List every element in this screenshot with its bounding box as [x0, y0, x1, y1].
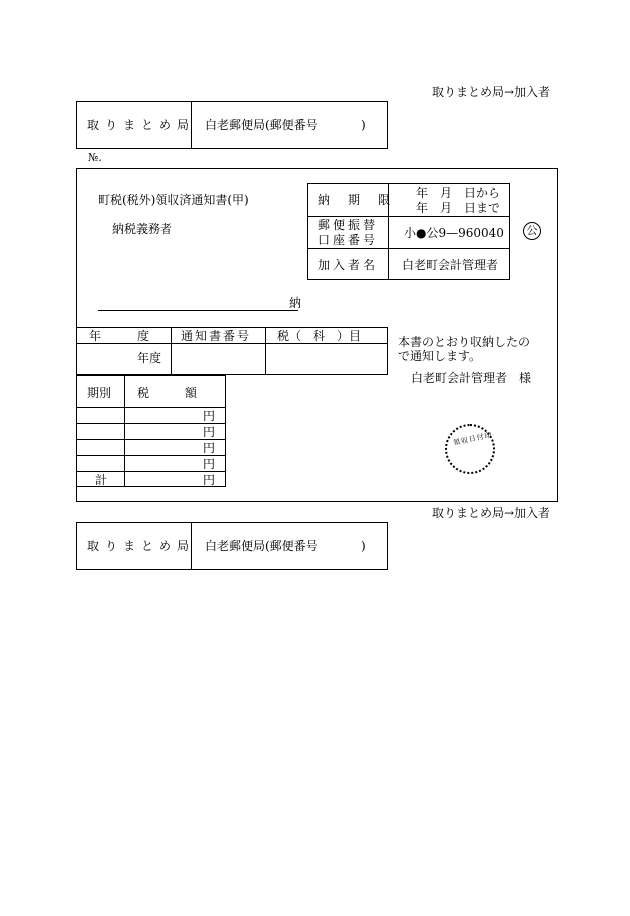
subscriber-value: 白老町会計管理者 — [402, 258, 499, 272]
paid-mark: 納 — [289, 296, 302, 310]
currency-row-4: 円 — [203, 457, 216, 471]
account-value: 小●公9—960040 — [404, 226, 504, 240]
year-table — [76, 327, 388, 375]
subscriber-label: 加入者名 — [318, 258, 379, 272]
office-box-top — [76, 101, 388, 149]
public-circle-icon: 公 — [523, 222, 541, 240]
period-label: 納 期 限 — [318, 193, 394, 207]
notice-line-1: 本書のとおり収納したの — [398, 335, 531, 349]
office-close-paren: ) — [361, 118, 366, 132]
office-box-bottom — [76, 522, 388, 570]
routing-text-bottom: 取りまとめ局→加入者 — [432, 506, 551, 520]
office-value-bottom: 白老郵便局(郵便番号 — [205, 539, 318, 553]
currency-total: 円 — [203, 473, 216, 487]
office-label-bottom: 取りまとめ局 — [87, 539, 196, 553]
account-label-2: 口座番号 — [318, 233, 379, 247]
notice-number-header: 通知書番号 — [181, 329, 252, 343]
payer-underline — [98, 310, 298, 311]
stamp-label: 領収日付印 — [452, 430, 494, 448]
routing-text-top: 取りまとめ局→加入者 — [432, 85, 551, 99]
total-label: 計 — [95, 473, 108, 487]
amount-header: 税 額 — [137, 386, 198, 400]
currency-row-3: 円 — [203, 441, 216, 455]
tax-table — [76, 375, 226, 487]
office-label: 取りまとめ局 — [87, 118, 196, 132]
period-from: 年 月 日から — [416, 186, 501, 200]
info-table — [307, 183, 510, 280]
notice-recipient: 白老町会計管理者 様 — [411, 371, 532, 385]
office-value: 白老郵便局(郵便番号 — [205, 118, 318, 132]
year-suffix: 年度 — [137, 351, 162, 365]
notice-line-2: で通知します。 — [398, 349, 482, 363]
receipt-stamp-icon — [445, 424, 495, 474]
tax-item-header: 税（ 科 ）目 — [277, 329, 362, 343]
office-close-paren-bottom: ) — [361, 539, 366, 553]
number-label: №. — [88, 151, 102, 164]
currency-row-2: 円 — [203, 425, 216, 439]
period-to: 年 月 日まで — [416, 201, 501, 215]
period-header: 期別 — [87, 386, 112, 400]
form-title: 町税(税外)領収済通知書(甲) — [98, 193, 249, 207]
year-header: 年 度 — [89, 329, 150, 343]
currency-row-1: 円 — [203, 409, 216, 423]
taxpayer-label: 納税義務者 — [112, 222, 173, 236]
account-label-1: 郵便振替 — [318, 218, 379, 232]
